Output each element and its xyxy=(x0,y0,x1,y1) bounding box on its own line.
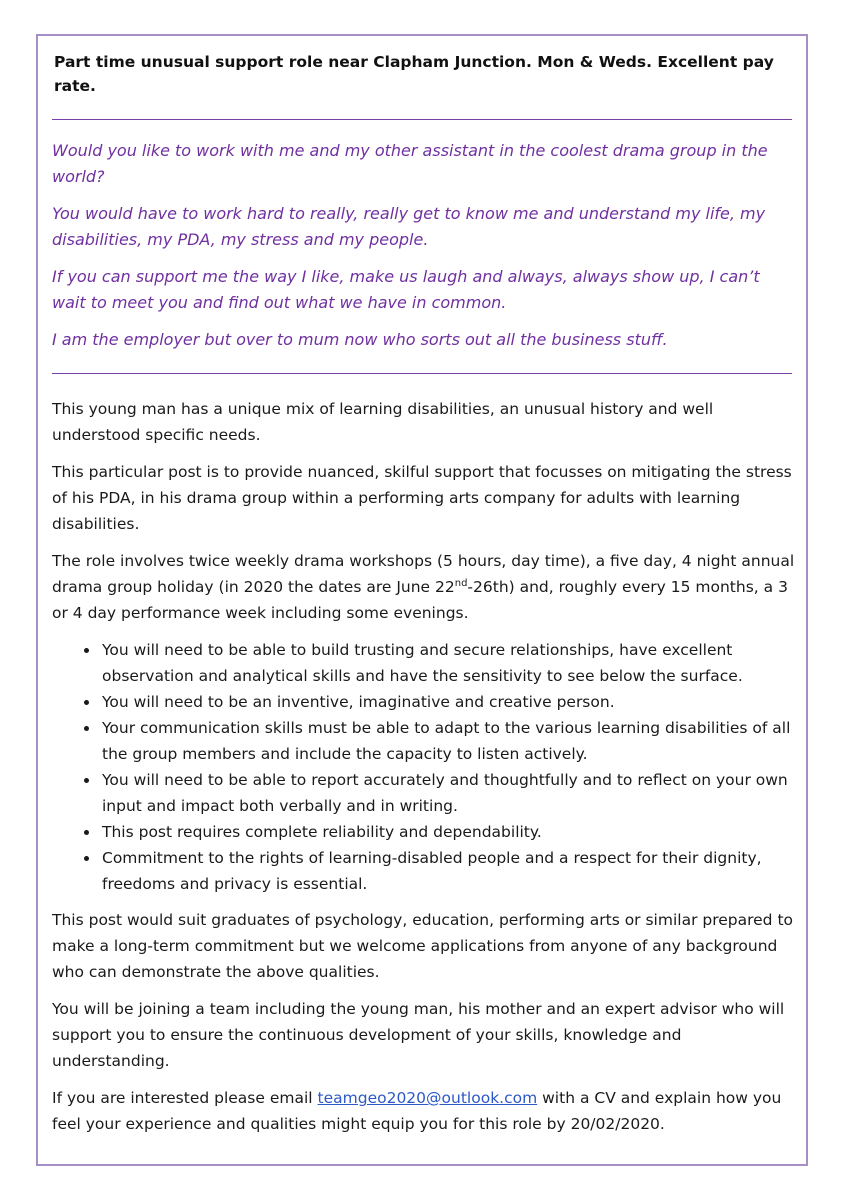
headline: Part time unusual support role near Clapham Junction. Mon & Weds. Excellent pay rate. xyxy=(54,53,774,95)
document-content xyxy=(52,50,797,1148)
email-link[interactable]: teamgeo2020@outlook.com xyxy=(317,1089,538,1107)
body-paragraph: This post would suit graduates of psychology, education, performing arts or similar prepared to make a long-term commitment but we welcome applications from anyone of any background who can demonstrate the above qualities. xyxy=(52,911,794,981)
body-paragraph xyxy=(52,548,797,626)
body-paragraph: This particular post is to provide nuanced, skilful support that focusses on mitigating the stress of his PDA, in his drama group within a performing arts company for adults with learning disabilities. xyxy=(52,463,792,533)
ordinal-suffix: nd xyxy=(454,577,468,589)
requirements-list xyxy=(52,637,797,897)
body-paragraph xyxy=(52,1085,797,1137)
body-paragraph: You will be joining a team including the young man, his mother and an expert advisor who will support you to ensure the continuous development of your skills, knowledge and understanding. xyxy=(52,1000,785,1070)
list-item: • You will need to be an inventive, imaginative and creative person. xyxy=(100,689,797,715)
list-item: • This post requires complete reliability and dependability. xyxy=(100,819,797,845)
intro-paragraph: I am the employer but over to mum now who sorts out all the business stuff. xyxy=(52,330,668,349)
text-span: The role involves twice weekly drama workshops (5 hours, day time), a five day, 4 night annual drama group holiday (in 2020 the dates are June 22 xyxy=(52,552,795,596)
text-span: If you are interested please email xyxy=(52,1089,318,1107)
divider-bottom xyxy=(52,373,792,374)
intro-paragraph: If you can support me the way I like, make us laugh and always, always show up, I can’t wait to meet you and find out what we have in common. xyxy=(52,267,760,312)
intro-section xyxy=(52,138,797,353)
intro-paragraph: You would have to work hard to really, really get to know me and understand my life, my disabilities, my PDA, my stress and my people. xyxy=(52,204,766,249)
list-item: • Commitment to the rights of learning-disabled people and a respect for their dignity, freedoms and privacy is essential. xyxy=(100,845,797,897)
text-span: with a CV and explain how you feel your experience and qualities might equip you for this role by 20/02/2020. xyxy=(52,1089,782,1133)
body-section xyxy=(52,396,797,1137)
list-item: • Your communication skills must be able to adapt to the various learning disabilities of all the group members and include the capacity to listen actively. xyxy=(100,715,797,767)
list-item: • You will need to be able to report accurately and thoughtfully and to reflect on your own input and impact both verbally and in writing. xyxy=(100,767,797,819)
body-paragraph: This young man has a unique mix of learning disabilities, an unusual history and well understood specific needs. xyxy=(52,400,714,444)
intro-paragraph: Would you like to work with me and my other assistant in the coolest drama group in the world? xyxy=(52,141,768,186)
divider-top xyxy=(52,119,792,120)
text-span: -26th) and, roughly every 15 months, a 3 or 4 day performance week including some evenings. xyxy=(52,578,788,622)
list-item: • You will need to be able to build trusting and secure relationships, have excellent observation and analytical skills and have the sensitivity to see below the surface. xyxy=(100,637,797,689)
